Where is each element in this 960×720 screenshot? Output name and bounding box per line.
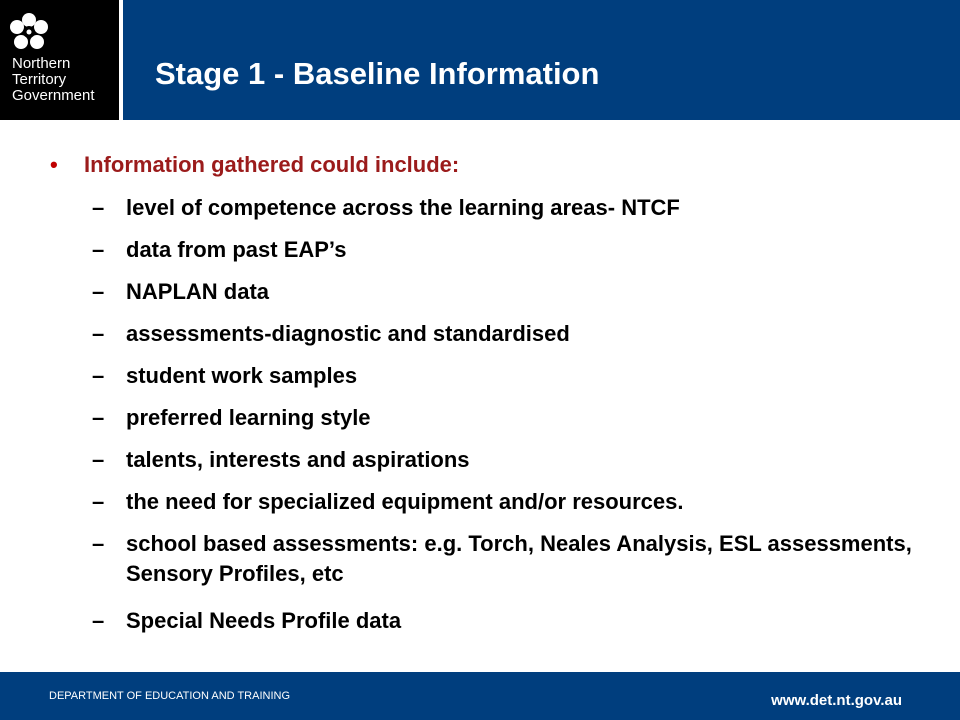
list-item-text: level of competence across the learning areas- NTCF xyxy=(126,195,680,220)
list-item-text: preferred learning style xyxy=(126,405,371,430)
list-item-text: student work samples xyxy=(126,363,358,388)
title-bar xyxy=(123,0,960,120)
list-item-text: assessments-diagnostic and standardised xyxy=(126,321,570,346)
dash-icon: – xyxy=(92,447,105,472)
dash-icon: – xyxy=(92,363,105,388)
bullet-icon: • xyxy=(50,152,58,177)
footer-bar xyxy=(0,672,960,720)
list-item-text: Special Needs Profile data xyxy=(126,608,402,633)
dash-icon: – xyxy=(92,531,105,556)
website-link[interactable]: www.det.nt.gov.au xyxy=(771,692,902,709)
list-item-text: school based assessments: e.g. Torch, Neales Analysis, ESL assessments, Sensory Profiles, etc xyxy=(126,531,912,586)
dash-icon: – xyxy=(92,237,105,262)
page-title: Stage 1 - Baseline Information xyxy=(155,56,600,91)
logo-line: Northern xyxy=(12,55,71,72)
list-item-text: data from past EAP’s xyxy=(126,237,347,262)
logo-line: Territory xyxy=(12,71,67,88)
dash-icon: – xyxy=(92,608,105,633)
main-bullet-text: Information gathered could include: xyxy=(84,152,460,177)
logo-line: Government xyxy=(12,87,95,104)
list-item-text: NAPLAN data xyxy=(126,279,270,304)
dash-icon: – xyxy=(92,279,105,304)
list-item-text: the need for specialized equipment and/or resources. xyxy=(126,489,684,514)
dash-icon: – xyxy=(92,489,105,514)
logo-wordmark xyxy=(12,56,95,104)
department-name: DEPARTMENT OF EDUCATION AND TRAINING xyxy=(49,690,291,702)
header xyxy=(0,0,960,120)
dash-icon: – xyxy=(92,321,105,346)
dash-icon: – xyxy=(92,195,105,220)
desert-rose-logo-icon xyxy=(8,12,50,54)
nt-government-logo xyxy=(0,0,119,120)
dash-icon: – xyxy=(92,405,105,430)
list-item-text: talents, interests and aspirations xyxy=(126,447,470,472)
